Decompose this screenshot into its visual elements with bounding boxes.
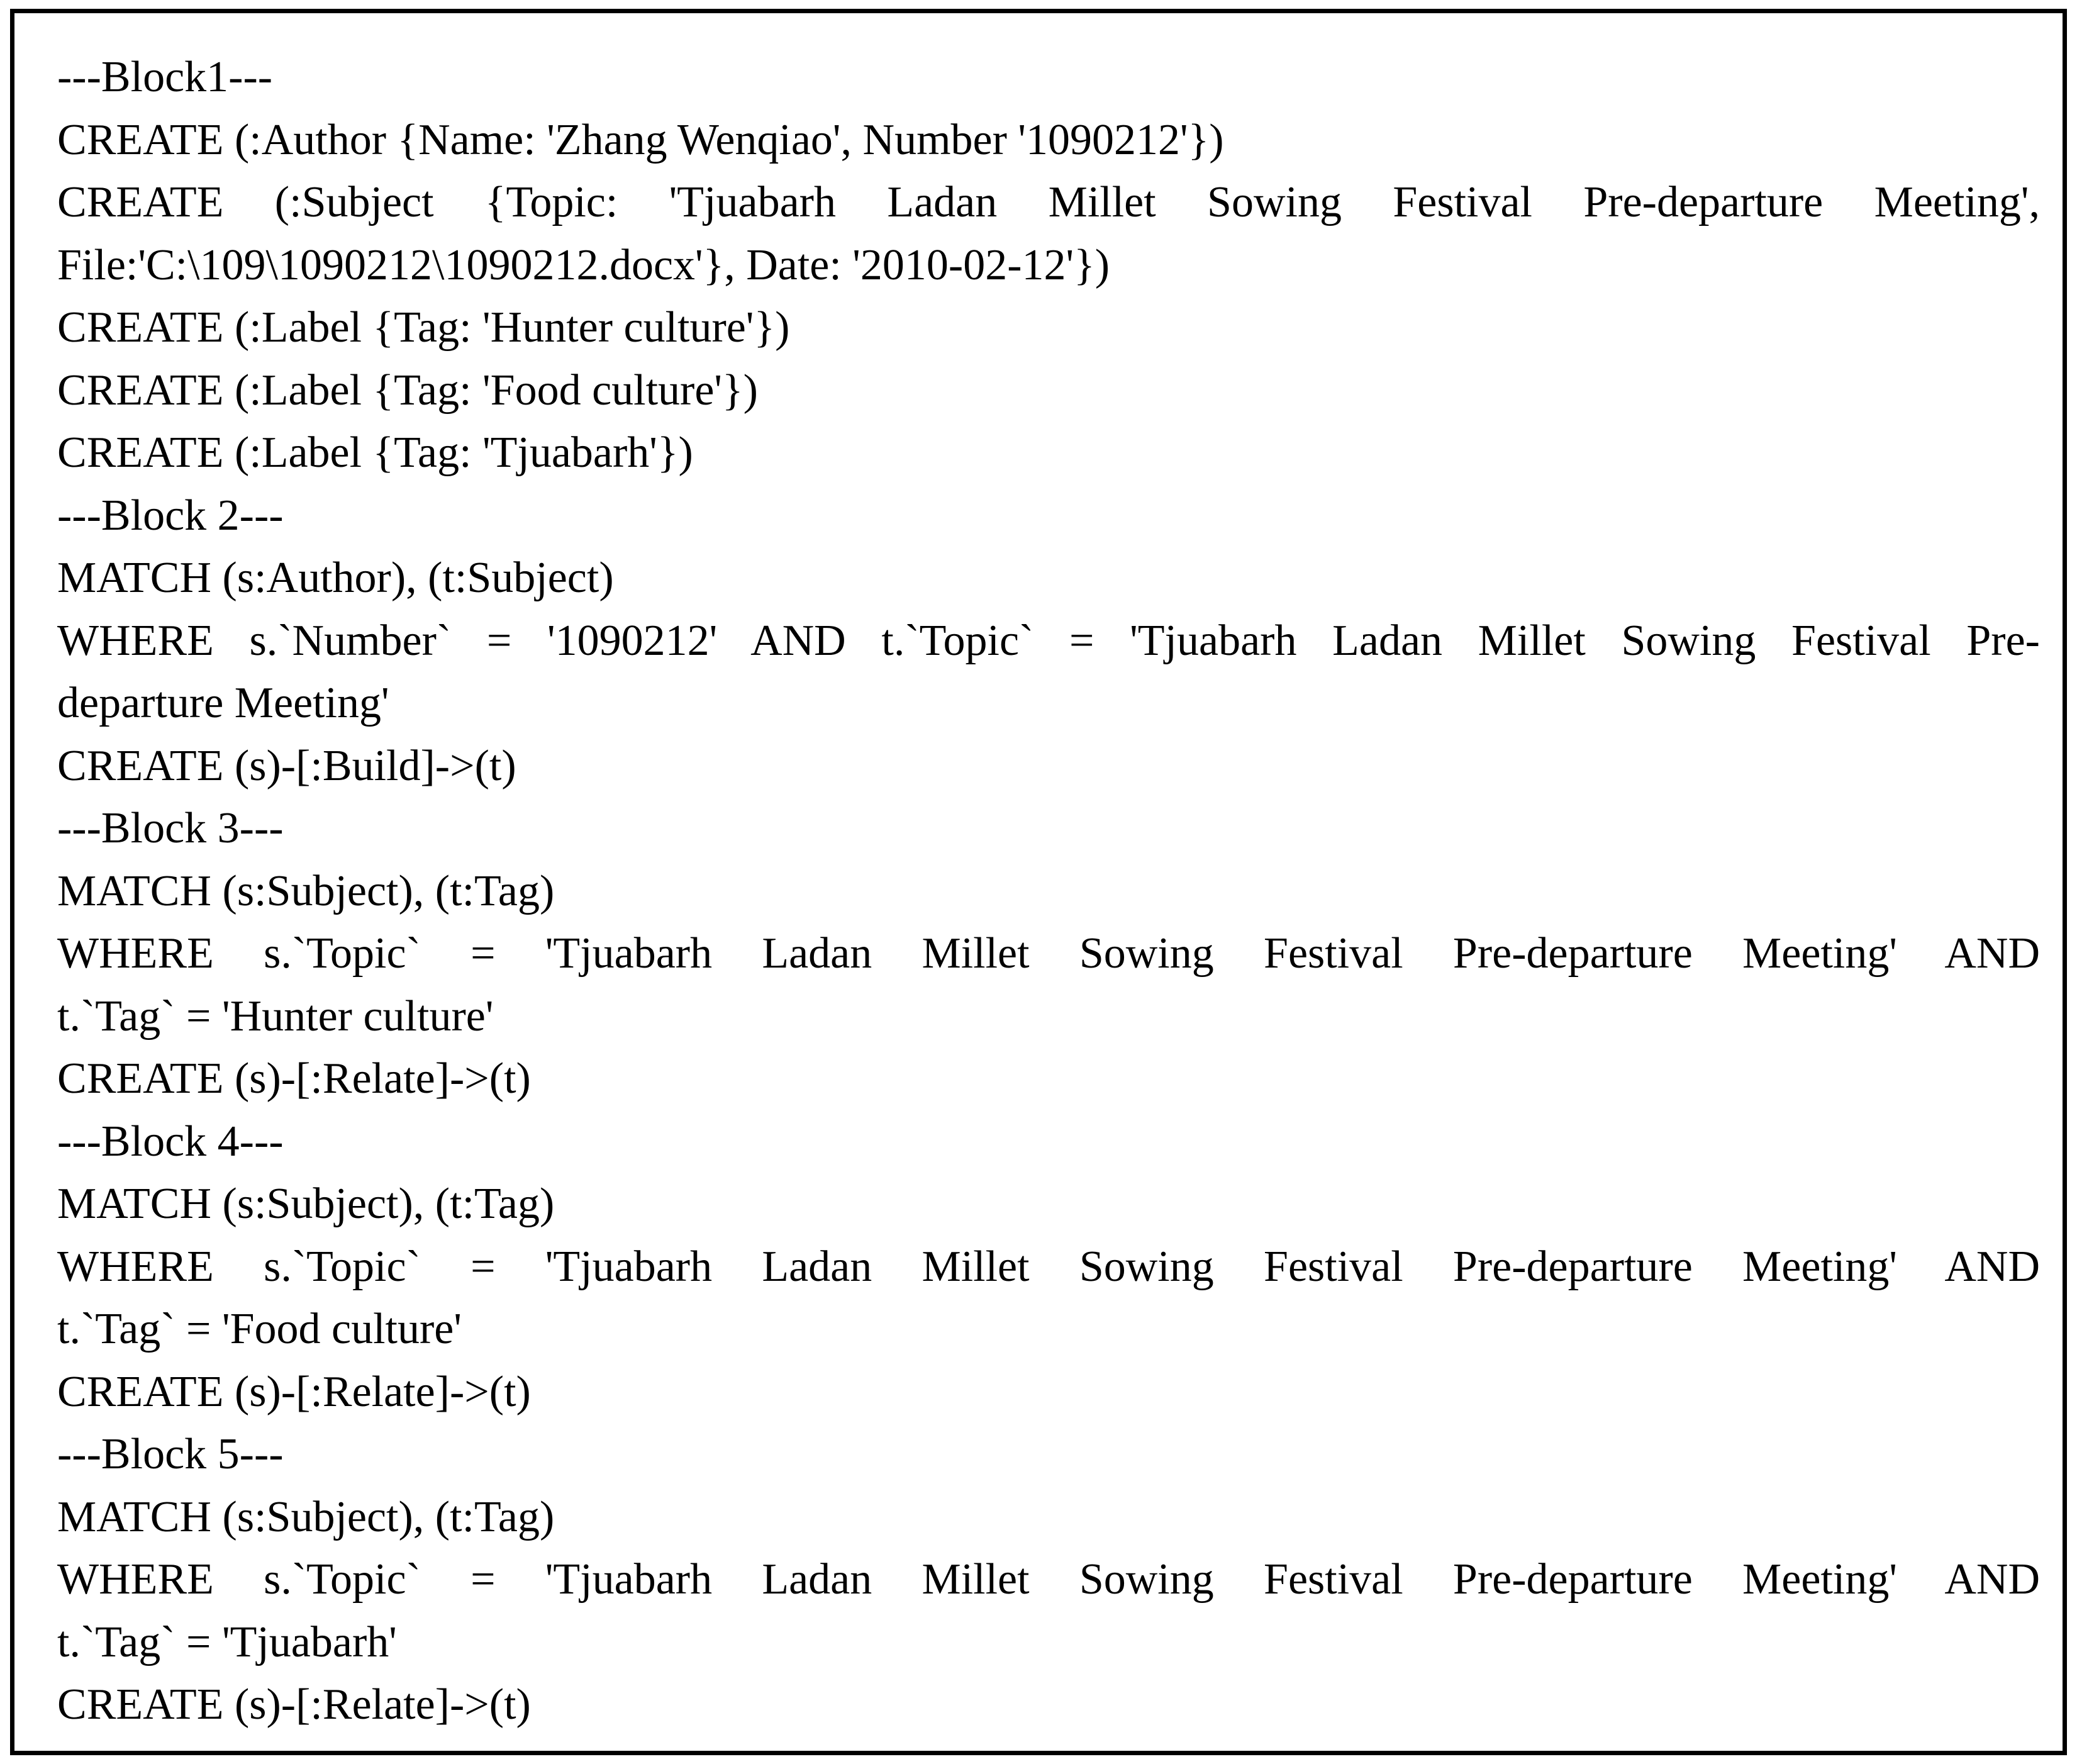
block-4-where-line-2: t.`Tag` = 'Food culture' bbox=[57, 1305, 462, 1353]
block-3-create-relate: CREATE (s)-[:Relate]->(t) bbox=[57, 1054, 531, 1103]
block-3-header: ---Block 3--- bbox=[57, 804, 284, 852]
block-3-where-line-2: t.`Tag` = 'Hunter culture' bbox=[57, 991, 494, 1041]
block-5-match: MATCH (s:Subject), (t:Tag) bbox=[57, 1492, 555, 1541]
create-label-hunter-culture: CREATE (:Label {Tag: 'Hunter culture'}) bbox=[57, 303, 790, 352]
cypher-code-block bbox=[57, 46, 2040, 1736]
block-2-match: MATCH (s:Author), (t:Subject) bbox=[57, 554, 614, 602]
block-2-where-line-2: departure Meeting' bbox=[57, 679, 389, 727]
block-5-where-line-1: WHERE s.`Topic` = 'Tjuabarh Ladan Millet Sowing Festival Pre-departure Meeting' AND bbox=[57, 1555, 2040, 1604]
create-subject-statement-line-1: CREATE (:Subject {Topic: 'Tjuabarh Ladan Millet Sowing Festival Pre-departure Meeting', bbox=[57, 178, 2040, 226]
block-3-match: MATCH (s:Subject), (t:Tag) bbox=[57, 866, 555, 915]
block-5-header: ---Block 5--- bbox=[57, 1430, 284, 1478]
block-2-header: ---Block 2--- bbox=[57, 491, 284, 540]
block-4-match: MATCH (s:Subject), (t:Tag) bbox=[57, 1180, 555, 1228]
block-2-create-build: CREATE (s)-[:Build]->(t) bbox=[57, 741, 516, 790]
block-4-header: ---Block 4--- bbox=[57, 1117, 284, 1166]
block-5-create-relate: CREATE (s)-[:Relate]->(t) bbox=[57, 1680, 531, 1729]
code-listing-frame bbox=[10, 9, 2067, 1755]
block-1-header: ---Block1--- bbox=[57, 53, 273, 101]
block-2-where-line-1: WHERE s.`Number` = '1090212' AND t.`Topic` = 'Tjuabarh Ladan Millet Sowing Festival Pre- bbox=[57, 616, 2040, 665]
create-label-tjuabarh: CREATE (:Label {Tag: 'Tjuabarh'}) bbox=[57, 428, 693, 477]
create-author-statement: CREATE (:Author {Name: 'Zhang Wenqiao', Number '1090212'}) bbox=[57, 115, 1224, 164]
block-3-where-line-1: WHERE s.`Topic` = 'Tjuabarh Ladan Millet Sowing Festival Pre-departure Meeting' AND bbox=[57, 929, 2040, 978]
block-4-create-relate: CREATE (s)-[:Relate]->(t) bbox=[57, 1367, 531, 1416]
create-subject-statement-line-2: File:'C:\109\1090212\1090212.docx'}, Date: '2010-02-12'}) bbox=[57, 240, 1110, 289]
block-5-where-line-2: t.`Tag` = 'Tjuabarh' bbox=[57, 1617, 397, 1666]
create-label-food-culture: CREATE (:Label {Tag: 'Food culture'}) bbox=[57, 366, 758, 415]
block-4-where-line-1: WHERE s.`Topic` = 'Tjuabarh Ladan Millet Sowing Festival Pre-departure Meeting' AND bbox=[57, 1242, 2040, 1291]
